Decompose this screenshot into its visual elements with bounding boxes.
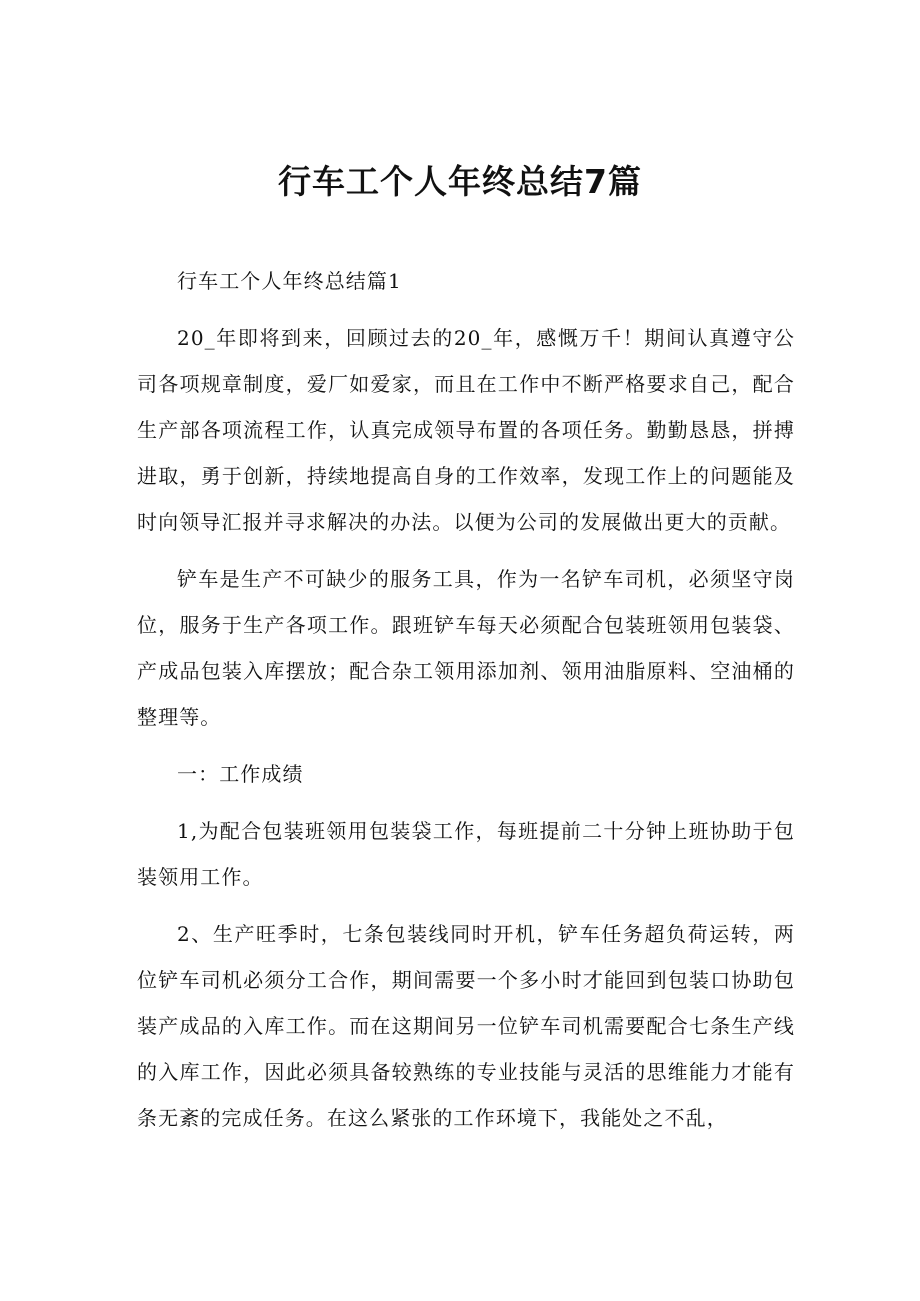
body-paragraph: 20_年即将到来，回顾过去的20_年，感慨万千！期间认真遵守公司各项规章制度，爱厂如爱家，而且在工作中不断严格要求自己，配合生产部各项流程工作，认真完成领导布置的各项任务。勤勤恳恳，拼搏进取，勇于创新，持续地提高自身的工作效率，发现工作上的问题能及时向领导汇报并寻求解决的办法。以便为公司的发展做出更大的贡献。 <box>137 326 795 534</box>
section-heading: 行车工个人年终总结篇1 <box>177 269 402 293</box>
document-title: 行车工个人年终总结7篇 <box>278 162 642 201</box>
body-paragraph: 铲车是生产不可缺少的服务工具，作为一名铲车司机，必须坚守岗位，服务于生产各项工作。跟班铲车每天必须配合包装班领用包装袋、产成品包装入库摆放；配合杂工领用添加剂、领用油脂原料、空油桶的整理等。 <box>137 567 795 729</box>
subsection-heading: 一：工作成绩 <box>177 762 304 786</box>
body-paragraph: 2、生产旺季时，七条包装线同时开机，铲车任务超负荷运转，两位铲车司机必须分工合作，期间需要一个多小时才能回到包装口协助包装产成品的入库工作。而在这期间另一位铲车司机需要配合七条生产线的入库工作，因此必须具备较熟练的专业技能与灵活的思维能力才能有条无紊的完成任务。在这么紧张的工作环境下，我能处之不乱， <box>137 922 795 1130</box>
document-body <box>137 258 795 1152</box>
body-paragraph: 1,为配合包装班领用包装袋工作，每班提前二十分钟上班协助于包装领用工作。 <box>137 819 795 889</box>
